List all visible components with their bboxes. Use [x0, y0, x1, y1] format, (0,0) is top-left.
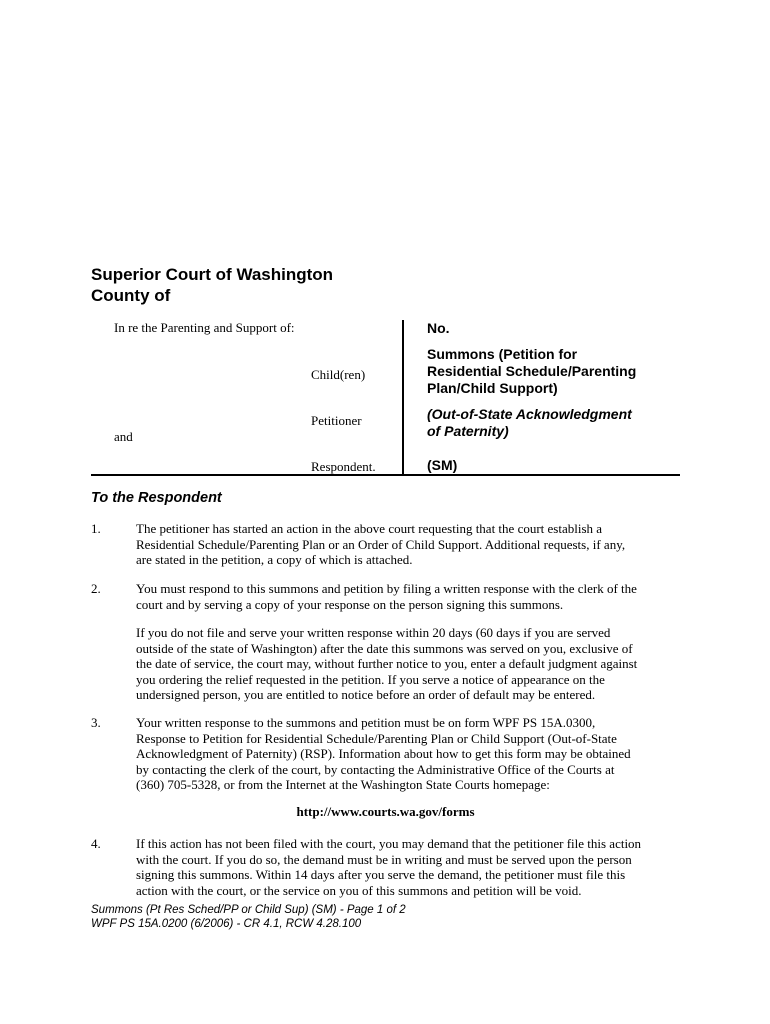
page-footer [91, 903, 406, 931]
text-line: action with the court, or the service on you of this summons and petition will be void. [136, 882, 582, 898]
document-title-line: Summons (Petition for [427, 346, 578, 362]
court-name: Superior Court of Washington [91, 265, 334, 284]
text-line: Response to Petition for Residential Schedule/Parenting Plan or Child Support (Out-of-State [136, 730, 617, 746]
form-code: (SM) [427, 457, 458, 473]
caption-children: Child(ren) [311, 367, 366, 382]
case-number-label: No. [427, 320, 450, 336]
caption-respondent: Respondent. [311, 459, 376, 474]
text-line: (360) 705-5328, or from the Internet at the Washington State Courts homepage: [136, 777, 550, 792]
caption-and: and [114, 429, 133, 444]
footer-line: Summons (Pt Res Sched/PP or Child Sup) (SM) - Page 1 of 2 [91, 904, 406, 916]
caption-divider-horizontal [91, 474, 680, 476]
item-1-text [136, 521, 681, 568]
forms-url-link[interactable]: http://www.courts.wa.gov/forms [296, 804, 475, 819]
text-line: undersigned person, you are entitled to notice before an order of default may be entered. [136, 687, 596, 702]
caption-petitioner: Petitioner [311, 413, 362, 428]
text-line: Your written response to the summons and petition must be on form WPF PS 15A.0300, [136, 715, 596, 730]
text-line: the date of service, the court may, without further notice to you, enter a default judgment against [136, 656, 638, 671]
text-line: Residential Schedule/Parenting Plan or an Order of Child Support. Additional requests, if any, [136, 536, 626, 552]
text-line: are stated in the petition, a copy of which is attached. [136, 552, 413, 567]
item-3-text [136, 715, 681, 793]
document-title-line: Residential Schedule/Parenting [427, 363, 637, 379]
item-4-text [136, 836, 681, 898]
item-2-extra-text [136, 625, 681, 703]
document-title [427, 346, 636, 397]
county-label: County of [91, 286, 171, 305]
text-line: court and by serving a copy of your response on the person signing this summons. [136, 596, 564, 612]
item-number: 2. [91, 581, 101, 596]
item-number: 4. [91, 836, 101, 851]
document-subtitle [427, 406, 632, 440]
court-header [91, 264, 333, 306]
document-subtitle-line: (Out-of-State Acknowledgment [427, 406, 632, 422]
caption-divider-vertical [402, 320, 404, 475]
section-heading: To the Respondent [91, 490, 222, 506]
text-line: outside of the state of Washington) after the date this summons was served on you, exclusive of [136, 640, 633, 656]
text-line: by contacting the clerk of the court, by contacting the Administrative Office of the Courts at [136, 761, 615, 777]
text-line: you ordering the relief requested in the petition. If you serve a notice of appearance on the [136, 671, 605, 687]
document-title-line: Plan/Child Support) [427, 380, 558, 396]
text-line: You must respond to this summons and petition by filing a written response with the clerk of the [136, 581, 637, 596]
footer-line: WPF PS 15A.0200 (6/2006) - CR 4.1, RCW 4.28.100 [91, 918, 362, 930]
item-2-text [136, 581, 681, 612]
caption-in-re: In re the Parenting and Support of: [114, 320, 295, 335]
text-line: If you do not file and serve your written response within 20 days (60 days if you are served [136, 625, 611, 640]
document-subtitle-line: of Paternity) [427, 423, 509, 439]
text-line: The petitioner has started an action in the above court requesting that the court establish a [136, 521, 603, 536]
text-line: with the court. If you do so, the demand must be in writing and must be served upon the person [136, 851, 632, 867]
text-line: signing this summons. Within 14 days after you serve the demand, the petitioner must file this [136, 867, 626, 882]
item-number: 1. [91, 521, 101, 536]
item-number: 3. [91, 715, 101, 730]
text-line: Acknowledgment of Paternity) (RSP). Information about how to get this form may be obtained [136, 746, 631, 761]
text-line: If this action has not been filed with the court, you may demand that the petitioner file this action [136, 836, 642, 851]
